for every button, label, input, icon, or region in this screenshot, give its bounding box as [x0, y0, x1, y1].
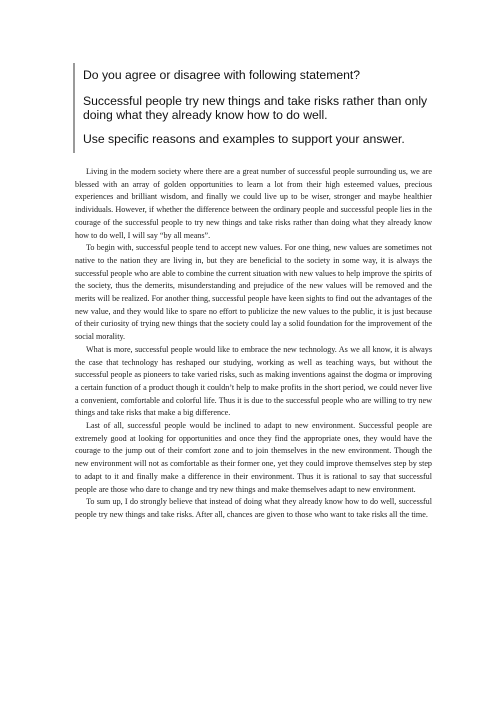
essay-paragraph-technology: What is more, successful people would like to embrace the new technology. As we all know, it is always the case that technology has reshaped our studying, working as well as teaching ways, but without the successful people as pioneers to take varied risks, such as making inventions against the dogma or improving a certain function of a product though it couldn’t help to make profits in the short period, we could never live a convenient, comfortable and colorful life. Thus it is due to the successful people who are willing to try new things and take risks that make a big difference.	[75, 344, 432, 418]
essay-paragraph-values: To begin with, successful people tend to accept new values. For one thing, new values are sometimes not native to the nation they are living in, but they are beneficial to the society in some way, it is always the successful people who are able to combine the current situation with new values to help improve the spirits of the society, thus the demerits, misunderstanding and prejudice of the new values will be removed and the merits will be realized. For another thing, successful people have keen sights to find out the advantages of the new value, and they would like to spare no effort to publicize the new values to the public, it is just because of their curiosity of trying new things that the society could lay a solid foundation for the improvement of the social morality.	[75, 243, 432, 342]
prompt-question: Do you agree or disagree with following statement?	[83, 68, 361, 82]
prompt-statement-line-2: doing what they already know how to do well.	[83, 108, 328, 122]
essay-prompt	[73, 63, 445, 153]
essay-paragraph-conclusion: To sum up, I do strongly believe that instead of doing what they already know how to do well, successful people try new things and take risks. After all, chances are given to those who want to take risks all the time.	[75, 497, 432, 519]
essay-paragraph-environment: Last of all, successful people would be inclined to adapt to new environment. Successful people are extremely good at looking for opportunities and once they find the appropriate ones, they would have the courage to the jump out of their comfort zone and to join themselves in the new environment. Though the new environment will not as comfortable as their former one, yet they could improve themselves step by step to adapt to it and finally make a difference in their environment. Thus it is rational to say that successful people are those who dare to change and try new things and make themselves adapt to new environment.	[75, 421, 432, 494]
essay-body	[75, 166, 432, 522]
essay-paragraph-intro: Living in the modern society where there are a great number of successful people surrounding us, we are blessed with an array of golden opportunities to learn a lot from their high esteemed values, precious experiences and brilliant wisdom, and finally we could live up to be wiser, stronger and maybe healthier individuals. However, if whether the difference between the ordinary people and successful people lies in the courage of the successful people to try new things and take risks rather than doing what they already know how to do well, I will say “by all means”.	[75, 167, 432, 240]
prompt-instruction: Use specific reasons and examples to support your answer.	[83, 132, 405, 146]
prompt-statement-line-1: Successful people try new things and take risks rather than only	[83, 94, 428, 108]
